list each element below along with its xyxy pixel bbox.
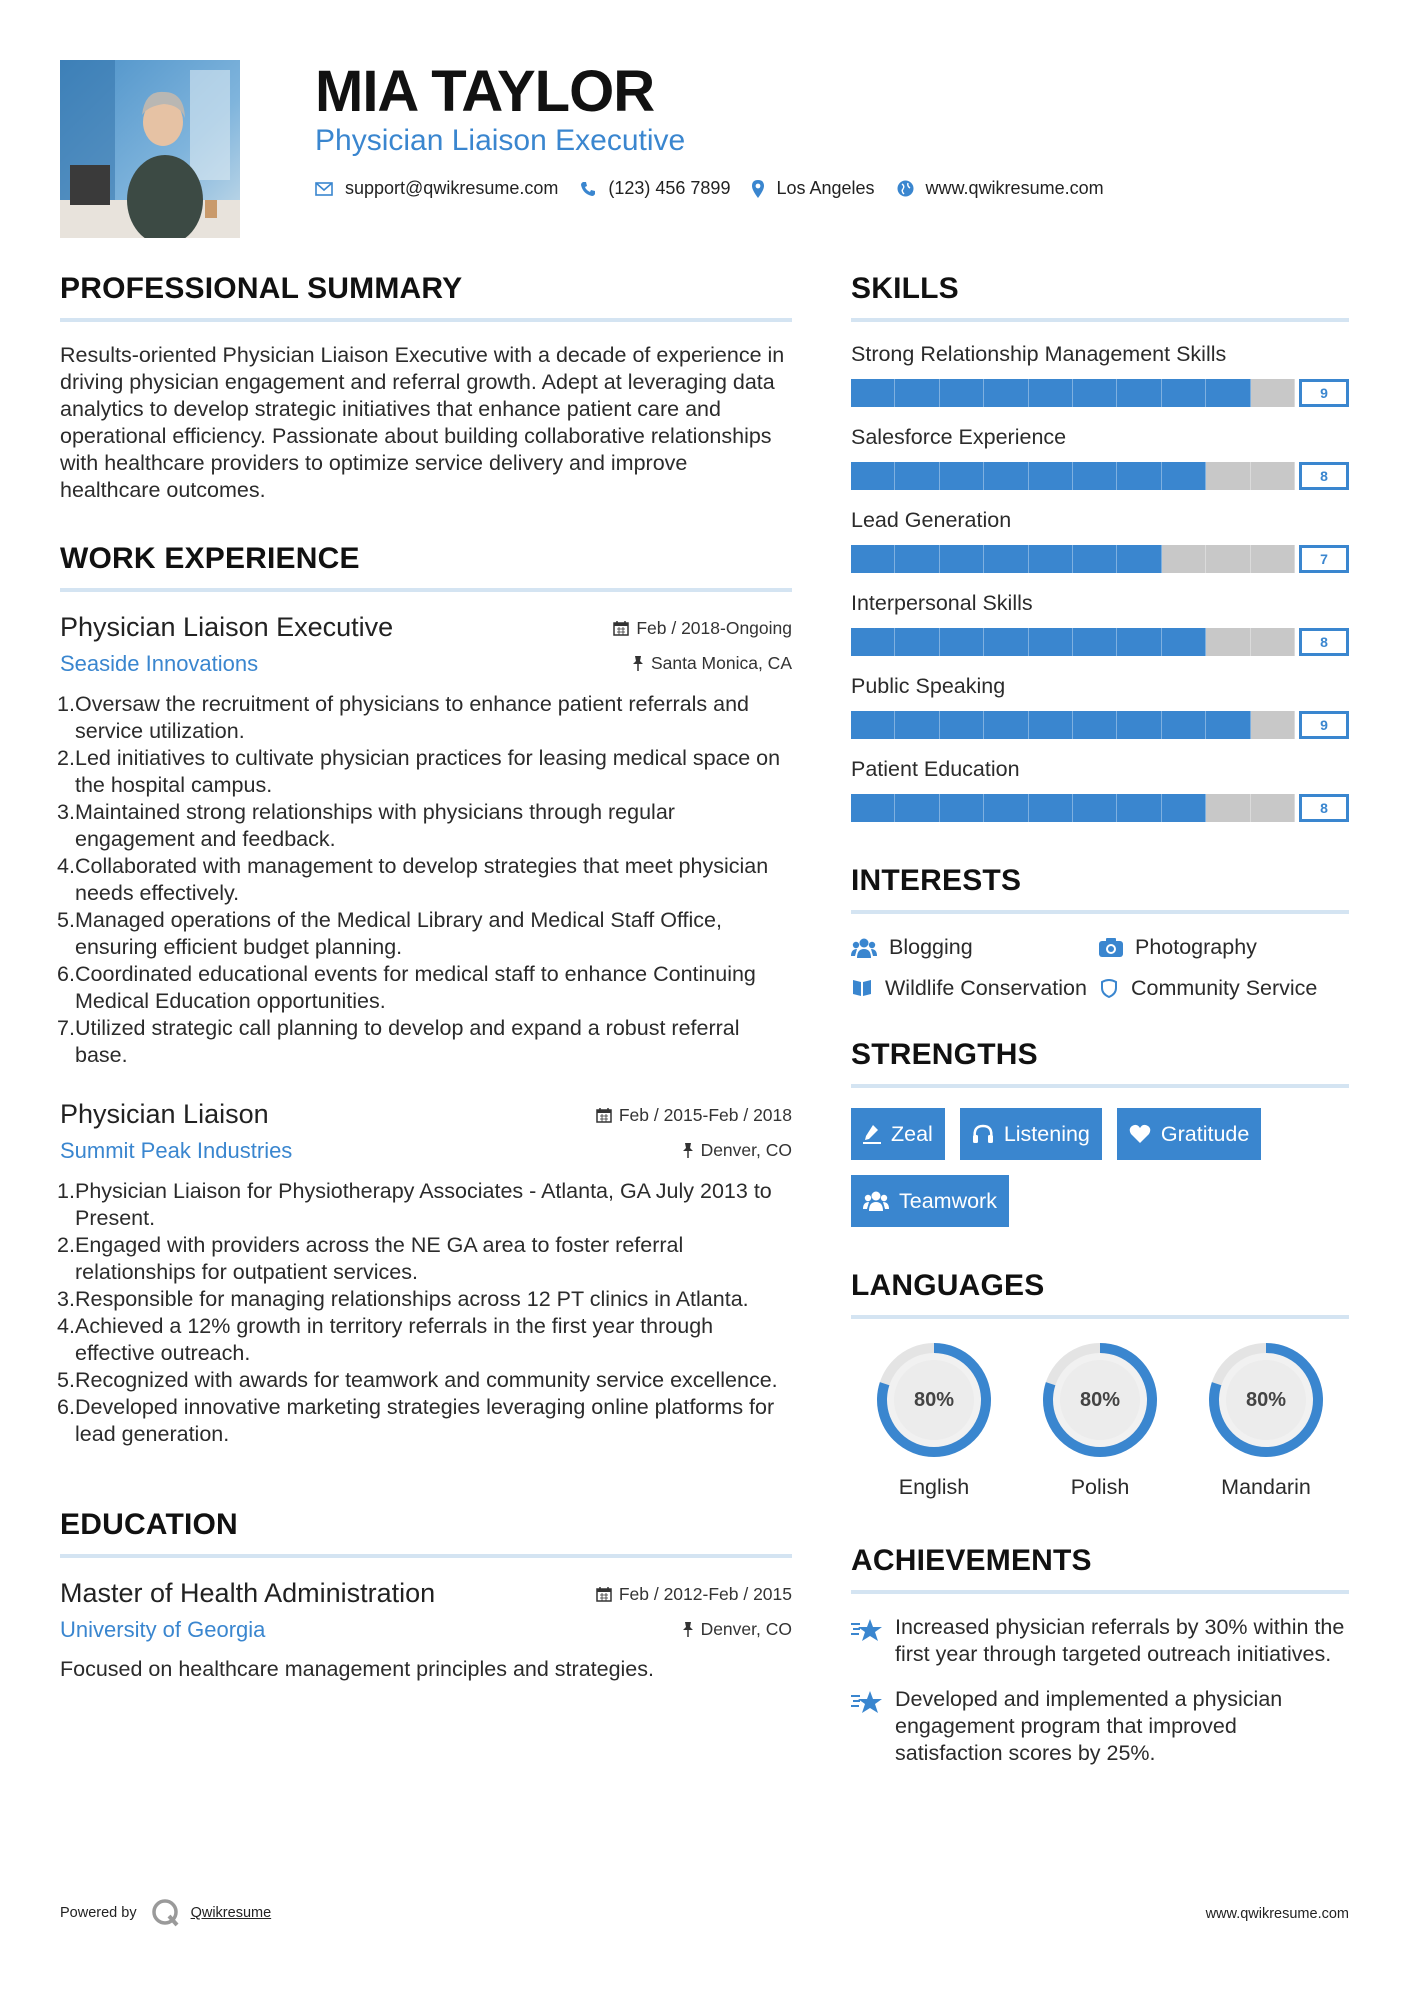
strength-tag [960,1108,1102,1160]
skill-bar-segment [940,545,984,573]
skill-item [851,508,1349,573]
candidate-name: MIA TAYLOR [315,59,655,124]
achievement-item [851,1686,1349,1767]
skill-bar-segment [895,711,939,739]
interest-item [851,934,1099,961]
contact-location [752,178,874,199]
list-item: 4. Collaborated with management to develop strategies that meet physician needs effectively. [57,854,769,905]
job-bullets [57,691,792,1069]
list-item: 6. Coordinated educational events for medical staff to enhance Continuing Medical Education opportunities. [57,962,756,1013]
company-name: Seaside Innovations [60,651,259,676]
skill-bar-segment [895,794,939,822]
skills-heading: SKILLS [851,272,1349,322]
achievements-list [851,1614,1349,1767]
skill-score: 8 [1299,794,1349,822]
skill-bar-segment [895,545,939,573]
skill-bar-segment [940,794,984,822]
skill-bar-segment [1117,462,1161,490]
contact-email[interactable] [315,178,558,199]
degree-title: Master of Health Administration [60,1578,436,1608]
skill-bar-segment [984,545,1028,573]
summary-text: Results-oriented Physician Liaison Executive with a decade of experience in driving physician engagement and referral growth. Adept at leveraging data analytics to develop strategic initiatives that enhance patient care and operational efficiency. Passionate about building collaborative relationships with healthcare providers to optimize service delivery and improve healthcare outcomes. [60,343,785,502]
job-date [613,618,792,639]
education-date [596,1584,792,1605]
skill-bar-segment [1251,379,1295,407]
interest-item [851,975,1099,1002]
list-item: 5. Recognized with awards for teamwork and community service excellence. [57,1368,778,1392]
skill-bar-segment [1162,711,1206,739]
skill-bar-segment [1206,379,1250,407]
envelope-icon [315,182,333,196]
skill-bar-segment [940,462,984,490]
skill-bar-segment [895,462,939,490]
strength-tag [851,1175,1009,1227]
list-item: 4. Achieved a 12% growth in territory referrals in the first year through effective outreach. [57,1314,714,1365]
summary-heading: PROFESSIONAL SUMMARY [60,272,792,322]
skill-bar-segment [1251,628,1295,656]
skill-bar-segment [1117,545,1161,573]
education-heading: EDUCATION [60,1508,792,1558]
list-item: 1. Oversaw the recruitment of physicians to enhance patient referrals and service utilization. [57,692,750,743]
list-item: 3. Maintained strong relationships with physicians through regular engagement and feedback. [57,800,675,851]
camera-icon [1099,937,1123,957]
phone-text: (123) 456 7899 [608,178,731,198]
footer-powered-by [60,1898,271,1928]
strengths-heading: STRENGTHS [851,1038,1349,1088]
language-percent: 80% [913,1388,955,1411]
job-date-text: Feb / 2015-Feb / 2018 [618,1104,792,1125]
language-name: Polish [1070,1475,1130,1499]
footer-website[interactable]: www.qwikresume.com [1205,1906,1349,1922]
shield-icon [1099,978,1119,998]
skill-bar-segment [1162,545,1206,573]
skill-name: Public Speaking [851,674,1006,698]
language-item [1183,1339,1349,1500]
skill-bar-segment [1251,711,1295,739]
job-location-text: Denver, CO [700,1139,792,1160]
skill-bar-segment [1251,794,1295,822]
skill-bar-segment [1162,379,1206,407]
skill-name: Lead Generation [851,508,1012,532]
skill-bar-segment [940,711,984,739]
skill-bar-segment [1073,628,1117,656]
skills-list [851,342,1349,822]
right-column [851,272,1349,1785]
list-item: 2. Led initiatives to cultivate physician practices for leasing medical space on the hospital campus. [57,746,781,797]
school-name: University of Georgia [60,1617,266,1642]
skill-item [851,674,1349,739]
globe-icon [897,180,914,197]
skill-bar [851,628,1349,656]
skill-bar-segment [1251,545,1295,573]
job-date [596,1105,792,1126]
skill-bar-segment [984,462,1028,490]
skill-bar-segment [1073,462,1117,490]
job-date-text: Feb / 2018-Ongoing [636,617,792,638]
calendar-icon [596,1586,612,1602]
skill-bar-segment [940,628,984,656]
skill-item [851,425,1349,490]
skill-bar-segment [1029,711,1073,739]
list-item: 2. Engaged with providers across the NE GA area to foster referral relationships for outpatient services. [57,1233,684,1284]
experience-heading: WORK EXPERIENCE [60,542,792,592]
skill-bar-segment [1073,711,1117,739]
language-percent: 80% [1245,1388,1287,1411]
skill-bar-segment [895,379,939,407]
skill-bar-segment [1029,545,1073,573]
list-item: 1. Physician Liaison for Physiotherapy Associates - Atlanta, GA July 2013 to Present. [57,1179,772,1230]
strength-tag [851,1108,945,1160]
list-item: 5. Managed operations of the Medical Library and Medical Staff Office, ensuring efficient budget planning. [57,908,722,959]
job-title: Physician Liaison [60,1099,269,1129]
powered-by-text: Powered by [60,1905,137,1921]
language-ring [873,1339,995,1461]
job-location [682,1140,792,1161]
skill-score: 9 [1299,379,1349,407]
skill-score: 7 [1299,545,1349,573]
skill-bar-segment [1206,711,1250,739]
interest-label: Blogging [889,935,973,959]
strength-label: Zeal [891,1121,933,1146]
calendar-icon [613,620,629,636]
interests-list [851,934,1349,1002]
calendar-icon [596,1107,612,1123]
skill-bar [851,462,1349,490]
list-item: 3. Responsible for managing relationships across 12 PT clinics in Atlanta. [57,1287,749,1311]
job-location-text: Santa Monica, CA [650,652,792,673]
language-item [1017,1339,1183,1500]
skill-bar-segment [851,462,895,490]
contact-website[interactable] [897,178,1104,199]
interests-heading: INTERESTS [851,864,1349,914]
education-entry [60,1578,792,1682]
skill-bar-segment [851,794,895,822]
heart-icon [1129,1124,1151,1144]
skill-bar-segment [1251,462,1295,490]
languages-heading: LANGUAGES [851,1269,1349,1319]
skill-bar-segment [895,628,939,656]
interest-item [1099,934,1349,961]
skill-bar-segment [1029,794,1073,822]
skill-bar-segment [851,545,895,573]
users-icon [851,937,877,959]
skill-bar-segment [1073,545,1117,573]
phone-icon [580,181,596,197]
achievement-text: Developed and implemented a physician engagement program that improved satisfaction scores by 25%. [895,1687,1283,1765]
achievements-heading: ACHIEVEMENTS [851,1544,1349,1594]
star-icon [851,1690,883,1716]
skill-bar [851,794,1349,822]
skill-bar-segment [1117,794,1161,822]
skill-bar-segment [984,628,1028,656]
achievement-item [851,1614,1349,1668]
skill-bar-segment [1162,462,1206,490]
language-name: Mandarin [1221,1475,1311,1499]
skill-item [851,342,1349,407]
job-entry [57,1099,792,1448]
skill-bar-segment [1029,379,1073,407]
skill-bar-segment [940,379,984,407]
pushpin-icon [682,1621,694,1637]
skill-bar-segment [851,628,895,656]
skill-bar-segment [1073,794,1117,822]
pushpin-icon [682,1142,694,1158]
job-title: Physician Liaison Executive [60,612,394,642]
skill-score: 8 [1299,462,1349,490]
list-item: 6. Developed innovative marketing strategies leveraging online platforms for lead generation. [57,1395,775,1446]
profile-photo [60,60,240,238]
skill-bar-segment [1162,628,1206,656]
headphones-icon [972,1124,994,1144]
skill-bar [851,545,1349,573]
interest-label: Wildlife Conservation [885,976,1087,1000]
strengths-list [851,1108,1349,1227]
interest-label: Photography [1135,935,1257,959]
strength-label: Gratitude [1160,1121,1250,1146]
languages-list [851,1339,1349,1500]
brand-link[interactable]: Qwikresume [190,1905,272,1921]
skill-bar-segment [1206,545,1250,573]
language-ring [1205,1339,1327,1461]
skill-item [851,757,1349,822]
email-text: support@qwikresume.com [345,178,559,198]
language-percent: 80% [1079,1388,1121,1411]
website-text: www.qwikresume.com [925,178,1104,198]
pushpin-icon [632,655,644,671]
users-icon [863,1190,889,1212]
job-location [632,653,792,674]
skill-bar-segment [984,711,1028,739]
language-ring [1039,1339,1161,1461]
skill-bar-segment [1206,794,1250,822]
job-bullets [57,1178,792,1448]
education-date-text: Feb / 2012-Feb / 2015 [618,1583,792,1604]
interest-item [1099,975,1349,1002]
skill-bar-segment [1029,462,1073,490]
strength-label: Teamwork [899,1188,997,1213]
skill-bar-segment [851,711,895,739]
skill-bar-segment [1117,379,1161,407]
skill-bar-segment [1206,628,1250,656]
skill-bar-segment [851,379,895,407]
contact-phone[interactable] [580,178,730,199]
skill-bar-segment [1029,628,1073,656]
skill-score: 8 [1299,628,1349,656]
skill-bar-segment [1117,711,1161,739]
star-icon [851,1618,883,1644]
strength-tag [1117,1108,1261,1160]
left-column [57,272,792,1712]
skill-bar-segment [1117,628,1161,656]
book-icon [851,978,873,998]
skill-score: 9 [1299,711,1349,739]
skill-bar-segment [984,379,1028,407]
skill-name: Salesforce Experience [851,425,1067,449]
map-pin-icon [752,180,764,198]
skill-name: Patient Education [851,757,1020,781]
job-entry [57,612,792,1069]
location-text: Los Angeles [776,178,875,198]
candidate-title: Physician Liaison Executive [315,124,686,157]
skill-item [851,591,1349,656]
achievement-text: Increased physician referrals by 30% within the first year through targeted outreach initiatives. [895,1615,1345,1666]
qwikresume-logo-icon [151,1898,181,1928]
skill-bar-segment [1073,379,1117,407]
skill-bar-segment [1206,462,1250,490]
education-location [682,1619,792,1640]
pen-icon [863,1124,881,1144]
language-item [851,1339,1017,1500]
interest-label: Community Service [1131,976,1318,1000]
strength-label: Listening [1003,1121,1090,1146]
skill-name: Interpersonal Skills [851,591,1033,615]
skill-bar-segment [1162,794,1206,822]
contact-bar [315,178,1126,199]
language-name: English [898,1475,970,1499]
skill-bar [851,711,1349,739]
skill-name: Strong Relationship Management Skills [851,342,1227,366]
list-item: 7. Utilized strategic call planning to develop and expand a robust referral base. [57,1016,740,1067]
company-name: Summit Peak Industries [60,1138,293,1163]
skill-bar-segment [984,794,1028,822]
education-description: Focused on healthcare management principles and strategies. [60,1657,654,1681]
skill-bar [851,379,1349,407]
education-location-text: Denver, CO [700,1618,792,1639]
